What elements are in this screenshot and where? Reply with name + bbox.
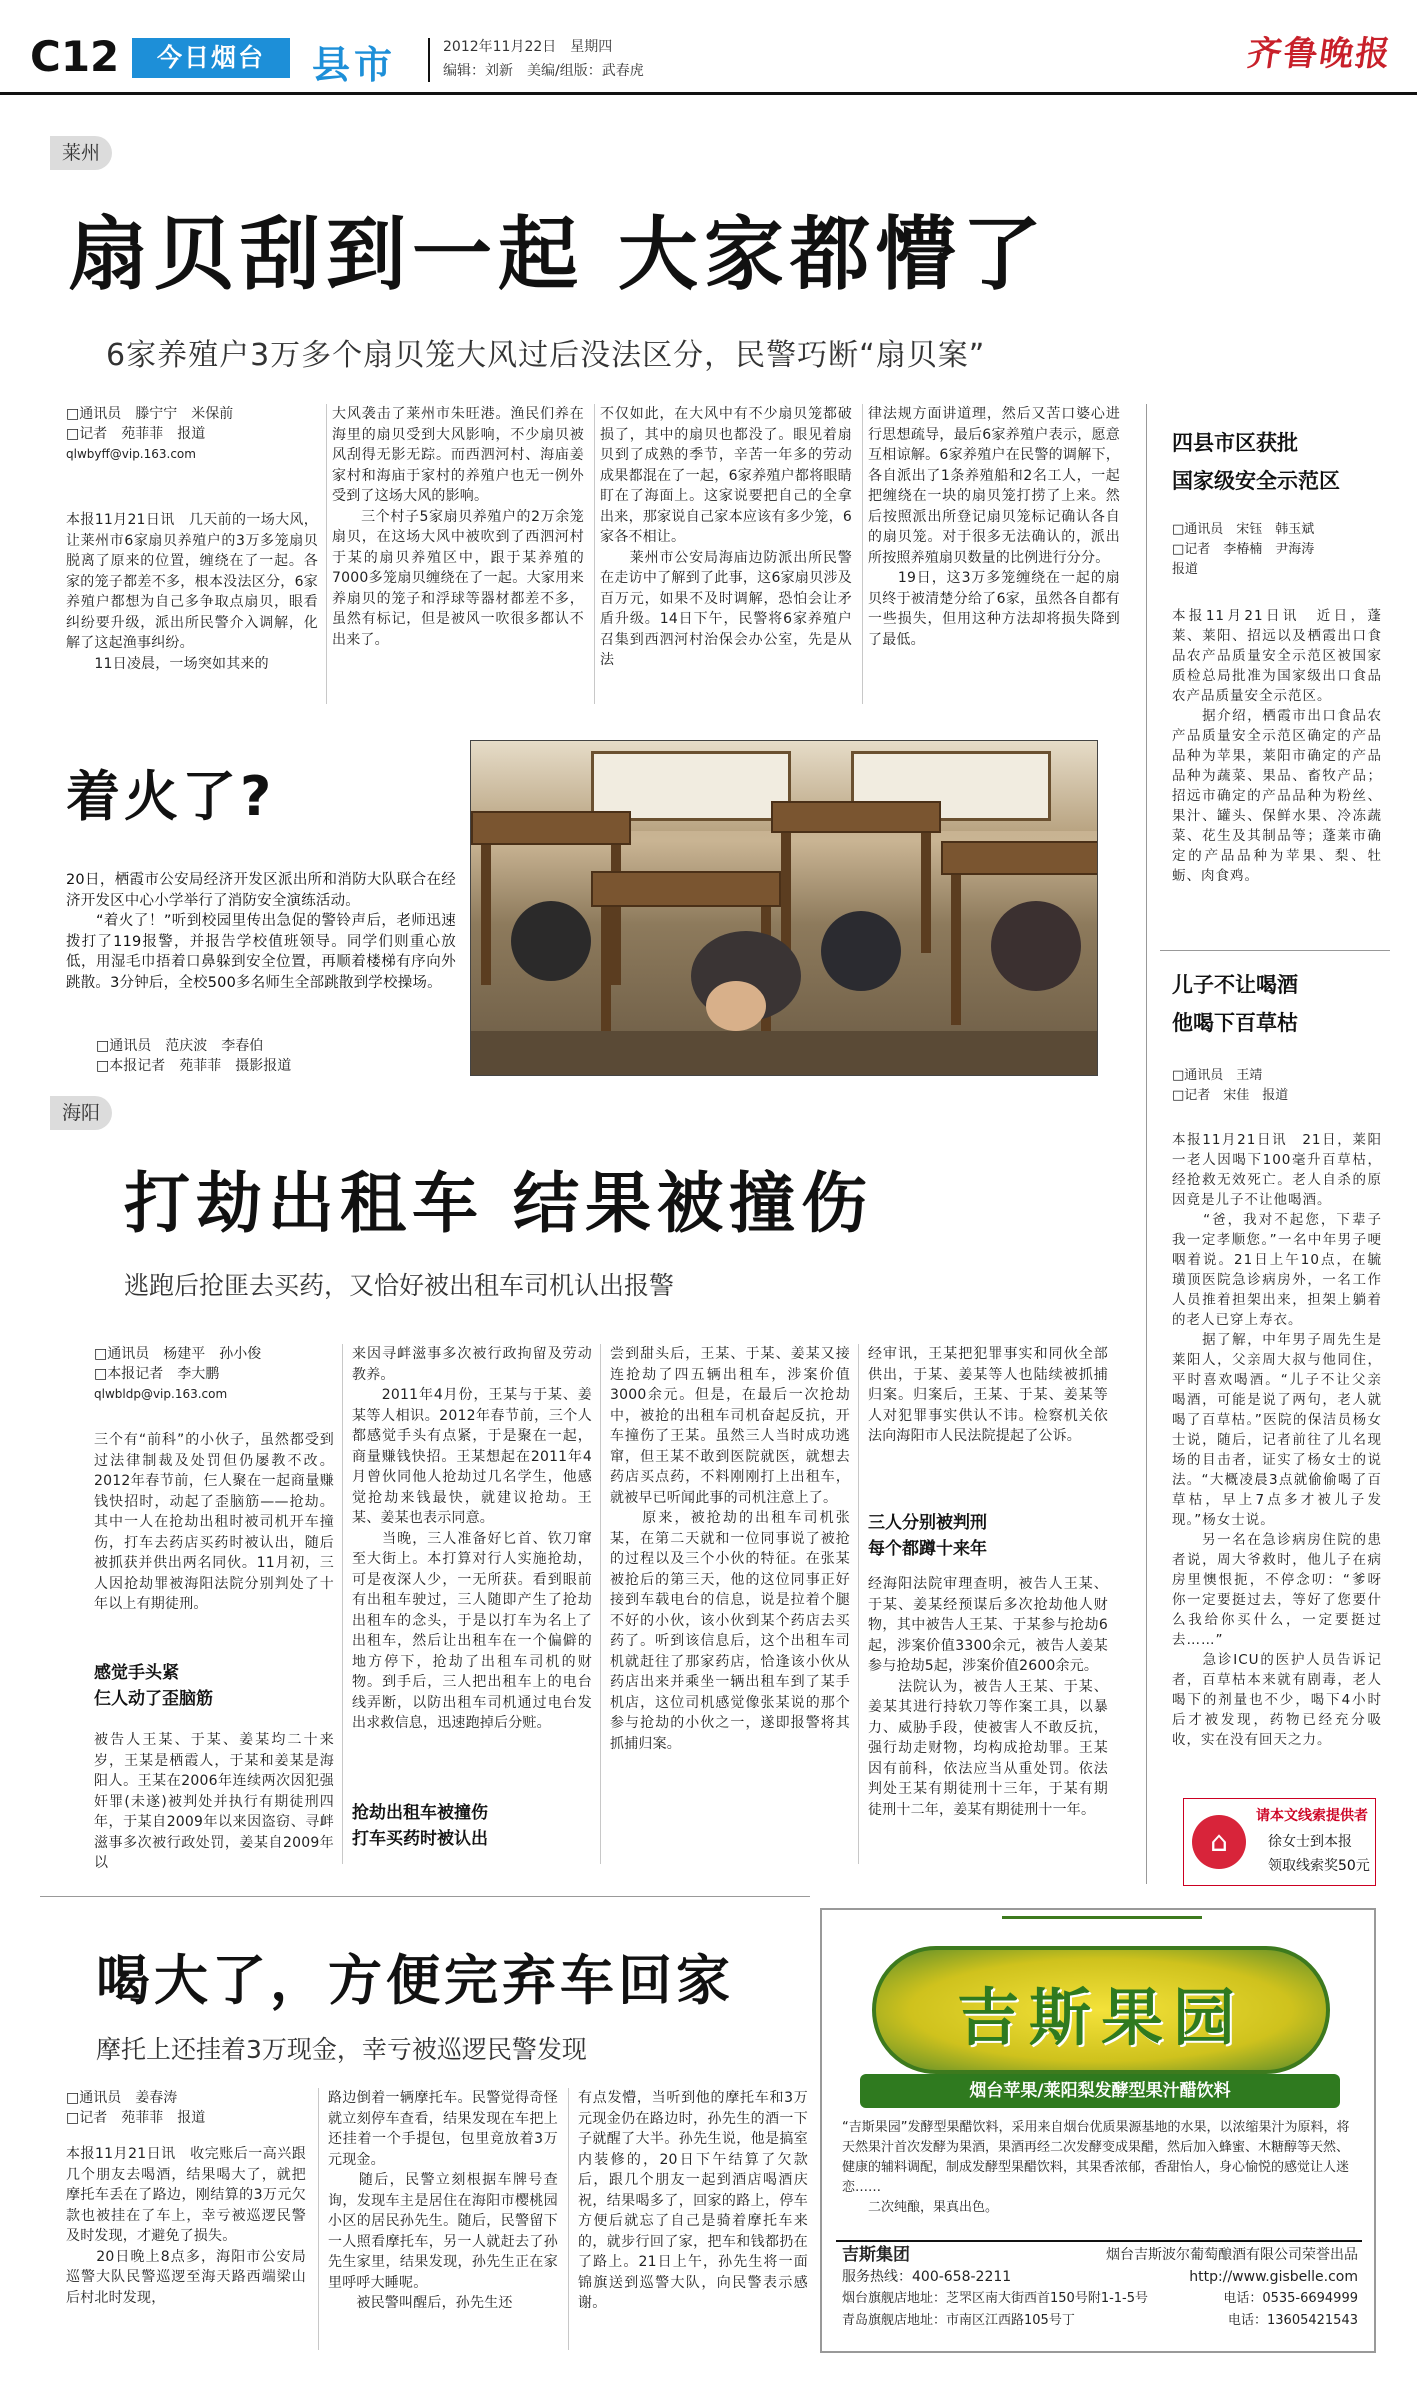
photo-desk-leg <box>921 833 931 953</box>
subhead-line: 打车买药时被认出 <box>352 1829 488 1849</box>
right-column-rule <box>1146 404 1147 1884</box>
bike-col-3: 有点发懵，当听到他的摩托车和3万元现金仍在路边时，孙先生的酒一下子就醒了大半。孙先生说，他是搞室内装修的，20日下午结算了欠款后，跟几个朋友一起到酒店喝酒庆祝，结果喝多了，回家的路上，停车方便后就忘了自己是骑着摩托车来的，就步行回了家，把车和钱都扔在了路上。21日上午，孙先生将一面锦旗送到巡警大队，向民警表示感谢。 <box>578 2090 808 2311</box>
byline-line: □通讯员 姜春涛 <box>66 2090 178 2106</box>
byline-line: □记者 苑菲菲 报道 <box>66 2110 206 2126</box>
region-tag-haiyang: 海阳 <box>50 1096 112 1130</box>
scallop-col-3: 不仅如此，在大风中有不少扇贝笼都破损了，其中的扇贝也都没了。眼见着扇贝到了成熟的季节，辛苦一年多的劳动成果都混在了一起，6家养殖户都将眼睛盯在了海面上。这家说要把自己的全拿出来，那家说自己家本应该有多少笼，6家各不相让。 莱州市公安局海庙边防派出所民警在走访中了解到了此事，这6家扇贝涉及百万元，如果不及时调解，恐怕会让矛盾升级。14日下午，民警将6家养殖户召集到西泗河村治保会办公室，先是从法 <box>600 406 852 668</box>
subhead-line: 抢劫出租车被撞伤 <box>352 1803 488 1823</box>
tip-reward-box <box>1183 1798 1376 1886</box>
title-line: 他喝下百草枯 <box>1172 1011 1298 1035</box>
reporter-email: qlwbldp@vip.163.com <box>94 1387 228 1401</box>
taxi-headline: 打劫出租车 结果被撞伤 <box>124 1165 873 1242</box>
region-tag-laizhou: 莱州 <box>50 136 112 170</box>
safety-zone-body: 本报11月21日讯 近日，蓬莱、莱阳、招远以及栖霞出口食品农产品质量安全示范区被国家质检总局批准为国家级出口食品农产品质量安全示范区。 据介绍，栖霞市出口食品农产品质量安全示范区确定的产品品种为苹果，莱阳市确定的产品品种为蔬菜、果品、畜牧产品；招远市确定的产品品种为粉丝、果汁、罐头、保鲜水果、冷冻蔬菜、花生及其制品等；蓬莱市确定的产品品种为苹果、梨、牡蛎、肉食鸡。 <box>1172 608 1382 884</box>
photo-desk <box>771 801 941 833</box>
photo-floor <box>471 1031 1098 1076</box>
paraquat-byline <box>1172 1066 1382 1106</box>
photo-student <box>821 911 901 991</box>
byline-line: □记者 苑菲菲 报道 <box>66 426 206 442</box>
photo-desk-leg <box>601 907 611 1047</box>
taxi-byline <box>94 1344 334 1404</box>
taxi-col-4-body: 经海阳法院审理查明，被告人王某、于某、姜某经预谋后多次抢劫他人财物，其中被告人王某、于某参与抢劫6起，涉案价值3300余元，被告人姜某参与抢劫5起，涉案价值2600余元。 法院认为，被告人王某、于某、姜某其进行持软刀等作案工具，以暴力、威胁手段，使被害人不敢反抗，强行劫走财物，均构成抢劫罪。王某因有前科，依法应当从重处罚。依法判处王某有期徒刑十三年，于某有期徒刑十二年，姜某有期徒刑十一年。 <box>868 1576 1108 1818</box>
fire-drill-byline <box>96 1036 456 1076</box>
column-rule <box>568 2088 569 2350</box>
bike-deck: 摩托上还挂着3万现金，幸亏被巡逻民警发现 <box>96 2035 587 2064</box>
column-rule <box>342 1344 343 1864</box>
subhead-line: 仨人动了歪脑筋 <box>94 1689 213 1709</box>
section-name: 县市 <box>312 43 397 87</box>
newspaper-logo: 齐鲁晚报 <box>1244 34 1395 74</box>
reporter-email: qlwbyff@vip.163.com <box>66 447 196 461</box>
taxi-subhead-3 <box>868 1510 1108 1562</box>
subhead-line: 每个都蹲十来年 <box>868 1539 987 1559</box>
fire-drill-body: 20日，栖霞市公安局经济开发区派出所和消防大队联合在经济开发区中心小学举行了消防安全演练活动。 “着火了！”听到校园里传出急促的警铃声后，老师迅速拨打了119报警，并报告学校值班领导。同学们则重心放低，用湿毛巾捂着口鼻躲到安全位置，再顺着楼梯有序向外跳散。3分钟后，全校500多名师生全部跳散到学校操场。 <box>66 872 456 991</box>
ad-roof-decoration <box>1002 1916 1202 1946</box>
tip-line-2: 徐女士到本报 <box>1268 1834 1352 1850</box>
column-rule <box>862 404 863 704</box>
photo-student <box>991 901 1081 991</box>
bike-col-2: 路边倒着一辆摩托车。民警觉得奇怪就立刻停车查看，结果发现在车把上还挂着一个手提包，包里竟放着3万元现金。 随后，民警立刻根据车牌号查询，发现车主是居住在海阳市樱桃园小区的居民孙先生。随后，民警留下一人照看摩托车，另一人就赶去了孙先生家里，结果发现，孙先生正在家里呼呼大睡呢。 被民警叫醒后，孙先生还 <box>328 2090 558 2311</box>
column-rule <box>858 1344 859 1864</box>
byline-line: □通讯员 范庆波 李春伯 <box>96 1038 264 1054</box>
taxi-deck: 逃跑后抢匪去买药，又恰好被出租车司机认出报警 <box>124 1271 675 1300</box>
column-rule <box>326 404 327 704</box>
scallop-col-2: 大风袭击了莱州市朱旺港。渔民们养在海里的扇贝受到大风影响，不少扇贝被风刮得无影无踪。而西泗河村、海庙姜家村和海庙于家村的养殖户也无一例外受到了这场大风的影响。 三个村子5家扇贝养殖户的2万余笼扇贝，在这场大风中被吹到了西泗河村于某的扇贝养殖区中，跟于某养殖的7000多笼扇贝缠绕在了一起。大家用来养扇贝的笼子和浮球等器材都差不多，虽然有标记，但是被风一吹很多都认不出来了。 <box>332 406 584 648</box>
byline-line: □通讯员 王靖 <box>1172 1068 1263 1083</box>
photo-desk <box>591 871 781 907</box>
scallop-byline <box>66 404 316 464</box>
photo-desk-leg <box>481 845 491 985</box>
paraquat-body: 本报11月21日讯 21日，莱阳一老人因喝下100毫升百草枯，经抢救无效死亡。老人自杀的原因竟是儿子不让他喝酒。 “爸，我对不起您，下辈子我一定孝顺您。”一名中年男子哽咽着说。21日上午10点，在毓璜顶医院急诊病房外，一名工作人员推着担架出来，担架上躺着的老人已穿上寿衣。 据了解，中年男子周先生是莱阳人，父亲周大叔与他同住，平时喜欢喝酒。“儿子不让父亲喝酒，可能是说了两句，老人就喝了百草枯。”医院的保洁员杨女士说，随后，记者前往了儿名现场的目击者，证实了杨女士的说法。“大概凌晨3点就偷偷喝了百草枯，早上7点多才被儿子发现。”杨女士说。 另一名在急诊病房住院的患者说，周大爷救时，他儿子在病房里懊恨扼，不停念叨：“爹呀你一定要挺过去，等好了您要什么我给你买什么，一定要挺过去……” 急诊ICU的医护人员告诉记者，百草枯本来就有剧毒，老人喝下的剂量也不少，喝下4小时后才被发现，药物已经充分吸收，实在没有回天之力。 <box>1172 1132 1382 1748</box>
tip-line-1: 请本文线索提供者 <box>1256 1808 1368 1824</box>
editors-credit: 编辑：刘新 美编/组版：武春虎 <box>443 63 644 79</box>
byline-line: □记者 李椿楠 尹海涛 <box>1172 542 1315 557</box>
bike-byline <box>66 2088 306 2128</box>
section-tab[interactable]: 今日烟台 <box>132 38 290 78</box>
story-divider <box>40 1896 810 1897</box>
taxi-subhead-2 <box>352 1800 592 1852</box>
ad-description: “吉斯果园”发酵型果醋饮料，采用来自烟台优质果源基地的水果，以浓缩果汁为原料，将天然果汁首次发酵为果酒，果酒再经二次发酵变成果醋，然后加入蜂蜜、木糖醇等天然、健康的辅料调配，制成发酵型果醋饮料，其果香浓郁，香甜怡人，身心愉悦的感觉让人迷恋…… 二次纯酿，果真出色。 <box>842 2120 1350 2215</box>
byline-line: □本报记者 李大鹏 <box>94 1366 220 1382</box>
photo-desk-leg <box>781 833 791 953</box>
byline-line: □通讯员 宋钰 韩玉斌 <box>1172 522 1315 537</box>
ad-company-name: 烟台吉斯波尔葡萄酿酒有限公司荣誉出品 <box>1106 2247 1358 2263</box>
gisbelle-advertisement[interactable] <box>820 1908 1376 2353</box>
subhead-line: 三人分别被判刑 <box>868 1513 987 1533</box>
tip-line-3: 领取线索奖50元 <box>1268 1858 1370 1874</box>
bike-headline: 喝大了，方便完弃车回家 <box>96 1949 734 2012</box>
photo-student <box>511 901 591 981</box>
column-rule <box>594 404 595 704</box>
photo-student-face <box>706 981 766 1031</box>
safety-zone-byline <box>1172 520 1382 580</box>
photo-desk <box>941 841 1098 875</box>
ad-contact-row <box>842 2266 1358 2288</box>
ad-phone-qingdao: 电话：13605421543 <box>1228 2313 1358 2328</box>
title-line: 国家级安全示范区 <box>1172 469 1340 493</box>
scallop-headline: 扇贝刮到一起 大家都懵了 <box>68 208 1048 301</box>
ad-store-yantai: 烟台旗舰店地址：芝罘区南大街西首150号附1-1-5号 <box>842 2291 1149 2306</box>
title-line: 四县市区获批 <box>1172 431 1298 455</box>
title-line: 儿子不让喝酒 <box>1172 973 1298 997</box>
issue-date: 2012年11月22日 星期四 <box>443 39 613 55</box>
ad-company-logo: 吉斯集团 <box>842 2245 910 2265</box>
ad-contact-row <box>842 2310 1358 2332</box>
ad-hotline: 服务热线：400-658-2211 <box>842 2269 1012 2285</box>
taxi-subhead-1 <box>94 1660 334 1712</box>
scallop-deck: 6家养殖户3万多个扇贝笼大风过后没法区分，民警巧断“扇贝案” <box>106 338 986 373</box>
ad-contact-block <box>842 2244 1358 2332</box>
fire-drill-photo <box>470 740 1098 1076</box>
column-rule <box>600 1344 601 1864</box>
paraquat-title <box>1172 966 1382 1042</box>
ad-contact-row <box>842 2244 1358 2266</box>
scallop-col-1: 本报11月21日讯 几天前的一场大风，让莱州市6家扇贝养殖户的3万多笼扇贝脱离了原来的位置，缠绕在了一起。各家的笼子都差不多，根本没法区分，6家养殖户都想为自己多争取点扇贝，眼看纠纷要升级，派出所民警介入调解，化解了这起渔事纠纷。 11日凌晨，一场突如其来的 <box>66 512 318 672</box>
taxi-col-1-body: 被告人王某、于某、姜某均二十来岁，王某是栖霞人，于某和姜某是海阳人。王某在2006年连续两次因犯强奸罪(未遂)被判处并执行有期徒刑四年，于某自2009年以来因盗窃、寻衅滋事多次被行政处罚，姜某自2009年以 <box>94 1732 334 1871</box>
ad-website-link[interactable]: http://www.gisbelle.com <box>1189 2269 1358 2285</box>
photo-desk-leg <box>611 845 621 985</box>
ad-brand-name: 吉斯果园 <box>956 1981 1245 2054</box>
story-divider <box>1160 950 1390 951</box>
page-code: C12 <box>30 32 120 81</box>
photo-desk-leg <box>951 875 961 1025</box>
byline-line: 报道 <box>1172 562 1199 577</box>
house-icon: ⌂ <box>1192 1815 1246 1869</box>
photo-desk <box>471 811 631 845</box>
header-rule <box>0 92 1417 95</box>
ad-store-qingdao: 青岛旗舰店地址：市南区江西路105号丁 <box>842 2313 1075 2328</box>
ad-brand-banner <box>872 1946 1330 2074</box>
byline-line: □通讯员 杨建平 孙小俊 <box>94 1346 262 1362</box>
scallop-col-4: 律法规方面讲道理，然后又苦口婆心进行思想疏导，最后6家养殖户表示，愿意互相谅解。6家养殖户在民警的调解下，各自派出了1条养殖船和2名工人，一起把缠绕在一块的扇贝笼打捞了上来。然后按照派出所登记扇贝笼标记确认各自的扇贝笼。对于很多无法确认的，派出所按照养殖扇贝数量的比例进行分分。 19日，这3万多笼缠绕在一起的扇贝终于被清楚分给了6家，虽然各自都有一些损失，但用这种方法却将损失降到了最低。 <box>868 406 1120 648</box>
fire-drill-headline: 着火了? <box>66 765 276 828</box>
header-divider <box>428 38 430 82</box>
taxi-col-2: 来因寻衅滋事多次被行政拘留及劳动教养。 2011年4月份，王某与于某、姜某等人相识。2012年春节前，三个人都感觉手头有点紧，于是聚在一起，商量赚钱快招。王某想起在2011年4月曾伙同他人抢劫过几名学生，他感觉抢劫来钱最快，就建议抢劫。王某、姜某也表示同意。 当晚，三人准备好匕首、钦刀窜至大街上。本打算对行人实施抢劫，可是夜深人少，一无所获。看到眼前有出租车驶过，三人随即产生了抢劫出租车的念头，于是以打车为名上了出租车，然后让出租车在一个偏僻的地方停下，抢劫了出租车司机的财物。到手后，三人把出租车上的电台线弄断，以防出租车司机通过电台发出求救信息，迅速跑掉后分赃。 <box>352 1346 592 1731</box>
taxi-col-3: 尝到甜头后，王某、于某、姜某又接连抢劫了四五辆出租车，涉案价值3000余元。但是，在最后一次抢劫中，被抢的出租车司机奋起反抗，开车撞伤了王某。虽然三人当时成功逃窜，但王某不敢到医院就医，就想去药店买点药，不料刚刚打上出租车，就被早已听闻此事的司机注意上了。 原来，被抢劫的出租车司机张某，在第二天就和一位同事说了被抢的过程以及三个小伙的特征。在张某被抢后的第三天，他的这位同事正好接到车载电台的信息，说是拉着个腿不好的小伙，该小伙到某个药店去买药了。听到该信息后，这个出租车司机就赶往了那家药店，恰逢该小伙从药店出来并乘坐一辆出租车到了某手机店，这位司机感觉像张某说的那个参与抢劫的小伙之一，遂即报警将其抓捕归案。 <box>610 1346 850 1752</box>
subhead-line: 感觉手头紧 <box>94 1663 179 1683</box>
ad-phone-yantai: 电话：0535-6694999 <box>1223 2291 1358 2306</box>
ad-divider <box>836 2240 1362 2242</box>
byline-line: □通讯员 滕宁宁 米保前 <box>66 406 234 422</box>
taxi-col-4-intro: 经审讯，王某把犯罪事实和同伙全部供出，于某、姜某等人也陆续被抓捕归案。归案后，王某、于某、姜某等人对犯罪事实供认不讳。检察机关依法向海阳市人民法院提起了公诉。 <box>868 1346 1108 1444</box>
byline-line: □记者 宋佳 报道 <box>1172 1088 1289 1103</box>
bike-col-1: 本报11月21日讯 收完账后一高兴跟几个朋友去喝酒，结果喝大了，就把摩托车丢在了路边，刚结算的3万元欠款也被挂在了车上，幸亏被巡逻民警及时发现，才避免了损失。 20日晚上8点多，海阳市公安局巡警大队民警巡逻至海天路西端梁山后村北时发现， <box>66 2146 306 2306</box>
column-rule <box>318 2088 319 2350</box>
safety-zone-title <box>1172 424 1382 500</box>
taxi-col-1-intro: 三个有“前科”的小伙子，虽然都受到过法律制裁及处罚但仍屡教不改。2012年春节前，仨人聚在一起商量赚钱快招时，动起了歪脑筋——抢劫。其中一人在抢劫出租时被司机开车撞伤，打车去药店买药时被认出，随后被抓获并供出两名同伙。11月初，三人因抢劫罪被海阳法院分别判处了十年以上有期徒刑。 <box>94 1432 334 1612</box>
ad-ribbon: 烟台苹果/莱阳梨发酵型果汁醋饮料 <box>860 2074 1340 2108</box>
byline-line: □本报记者 苑菲菲 摄影报道 <box>96 1058 292 1074</box>
ad-contact-row <box>842 2288 1358 2310</box>
